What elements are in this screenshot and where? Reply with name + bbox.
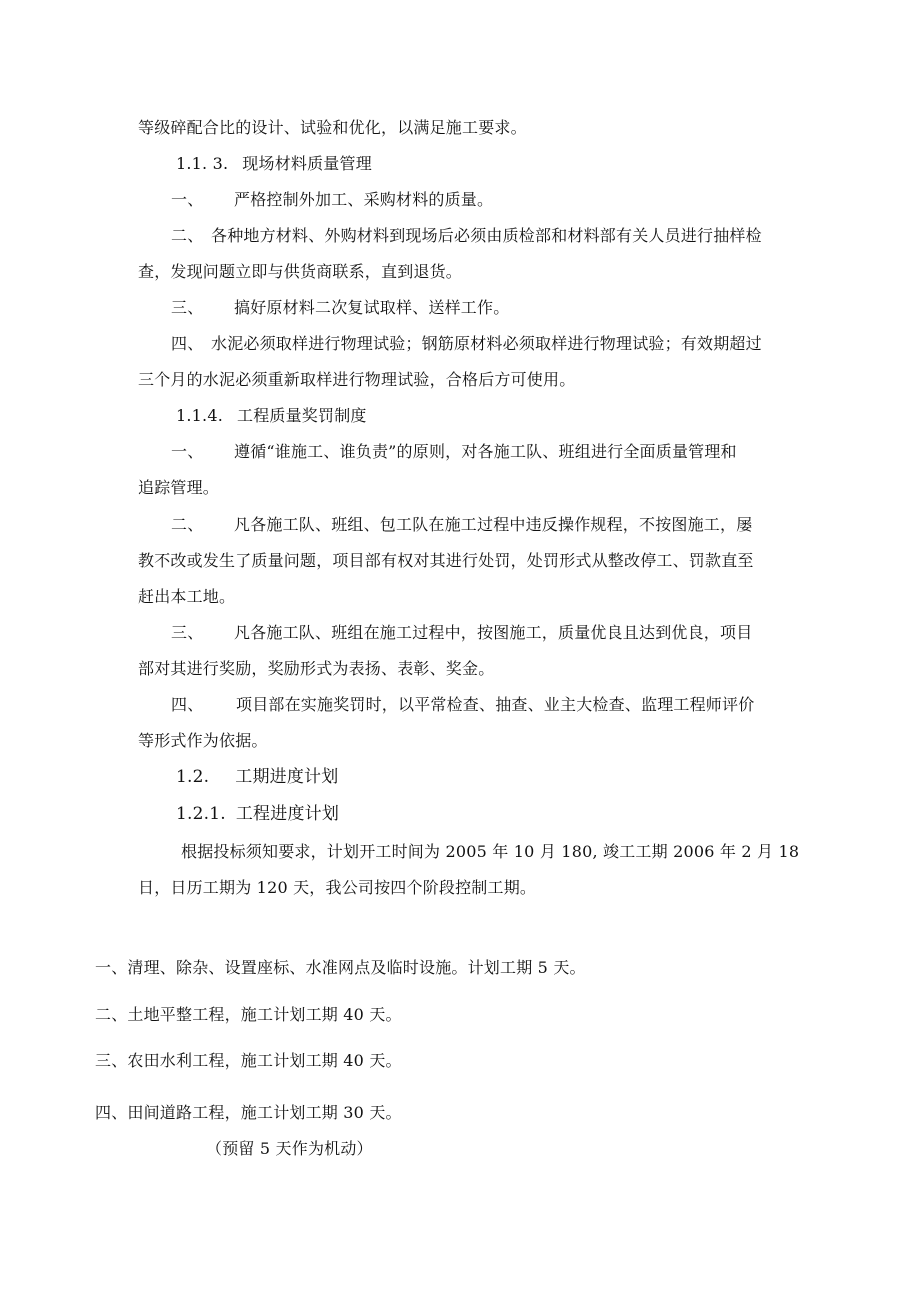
heading-number: 1.1. 3. (176, 154, 229, 173)
heading-1-1-3 (176, 153, 372, 175)
list-number: 三、 (171, 623, 204, 642)
paragraph-intro-tail: 等级碎配合比的设计、试验和优化，以满足施工要求。 (138, 118, 527, 137)
list-item (171, 225, 762, 247)
list-text-continuation: 赶出本工地。 (138, 587, 236, 606)
list-item (171, 189, 493, 211)
list-number: 三、 (171, 298, 204, 317)
list-text: 凡各施工队、班组、包工队在施工过程中违反操作规程，不按图施工，屡 (234, 515, 753, 534)
list-number: 二、 (171, 515, 204, 534)
list-number: 四、 (171, 334, 204, 353)
list-text: 凡各施工队、班组在施工过程中，按图施工，质量优良且达到优良，项目 (234, 623, 753, 642)
list-text-continuation: 等形式作为依据。 (138, 731, 268, 750)
phase-item: 一、清理、除杂、设置座标、水准网点及临时设施。计划工期 5 天。 (95, 958, 586, 977)
heading-title: 现场材料质量管理 (242, 154, 372, 173)
list-text-continuation: 查，发现问题立即与供货商联系，直到退货。 (138, 262, 463, 281)
paragraph-schedule-continuation: 日，日历工期为 120 天，我公司按四个阶段控制工期。 (138, 878, 537, 897)
heading-1-2 (176, 766, 338, 788)
heading-title: 工期进度计划 (235, 767, 339, 787)
list-text-continuation: 三个月的水泥必须重新取样进行物理试验，合格后方可使用。 (138, 370, 576, 389)
list-text-continuation: 追踪管理。 (138, 478, 220, 497)
list-text: 水泥必须取样进行物理试验；钢筋原材料必须取样进行物理试验；有效期超过 (211, 334, 762, 353)
list-item (171, 297, 509, 319)
heading-1-1-4 (176, 405, 367, 427)
list-number: 一、 (171, 190, 204, 209)
list-item (171, 622, 752, 644)
list-item (171, 514, 752, 536)
list-item (171, 441, 737, 463)
heading-number: 1.1.4. (176, 406, 223, 425)
list-text: 遵循“谁施工、谁负责”的原则，对各施工队、班组进行全面质量管理和 (234, 442, 737, 461)
list-text-continuation: 部对其进行奖励，奖励形式为表扬、表彰、奖金。 (138, 659, 495, 678)
list-text: 搞好原材料二次复试取样、送样工作。 (234, 298, 510, 317)
paragraph-schedule: 根据投标须知要求，计划开工时间为 2005 年 10 月 180, 竣工工期 2006 年 2 月 18 (181, 842, 800, 861)
heading-1-2-1 (176, 803, 339, 825)
list-number: 一、 (171, 442, 204, 461)
phase-item: 三、农田水利工程，施工计划工期 40 天。 (95, 1051, 402, 1070)
phase-item: 二、土地平整工程，施工计划工期 40 天。 (95, 1005, 402, 1024)
heading-number: 1.2. (176, 767, 210, 787)
heading-number: 1.2.1. (176, 804, 226, 824)
list-text-continuation: 教不改或发生了质量问题，项目部有权对其进行处罚，处罚形式从整改停工、罚款直至 (138, 551, 754, 570)
list-item (171, 333, 762, 355)
list-number: 二、 (171, 226, 204, 245)
list-text: 项目部在实施奖罚时，以平常检查、抽查、业主大检查、监理工程师评价 (236, 695, 755, 714)
phase-item: 四、田间道路工程，施工计划工期 30 天。 (95, 1103, 402, 1122)
heading-title: 工程质量奖罚制度 (237, 406, 367, 425)
heading-title: 工程进度计划 (235, 804, 340, 824)
list-item (171, 694, 754, 716)
list-text: 各种地方材料、外购材料到现场后必须由质检部和材料部有关人员进行抽样检 (211, 226, 762, 245)
list-text: 严格控制外加工、采购材料的质量。 (234, 190, 494, 209)
list-number: 四、 (171, 695, 204, 714)
reserve-note: （预留 5 天作为机动） (206, 1139, 373, 1158)
